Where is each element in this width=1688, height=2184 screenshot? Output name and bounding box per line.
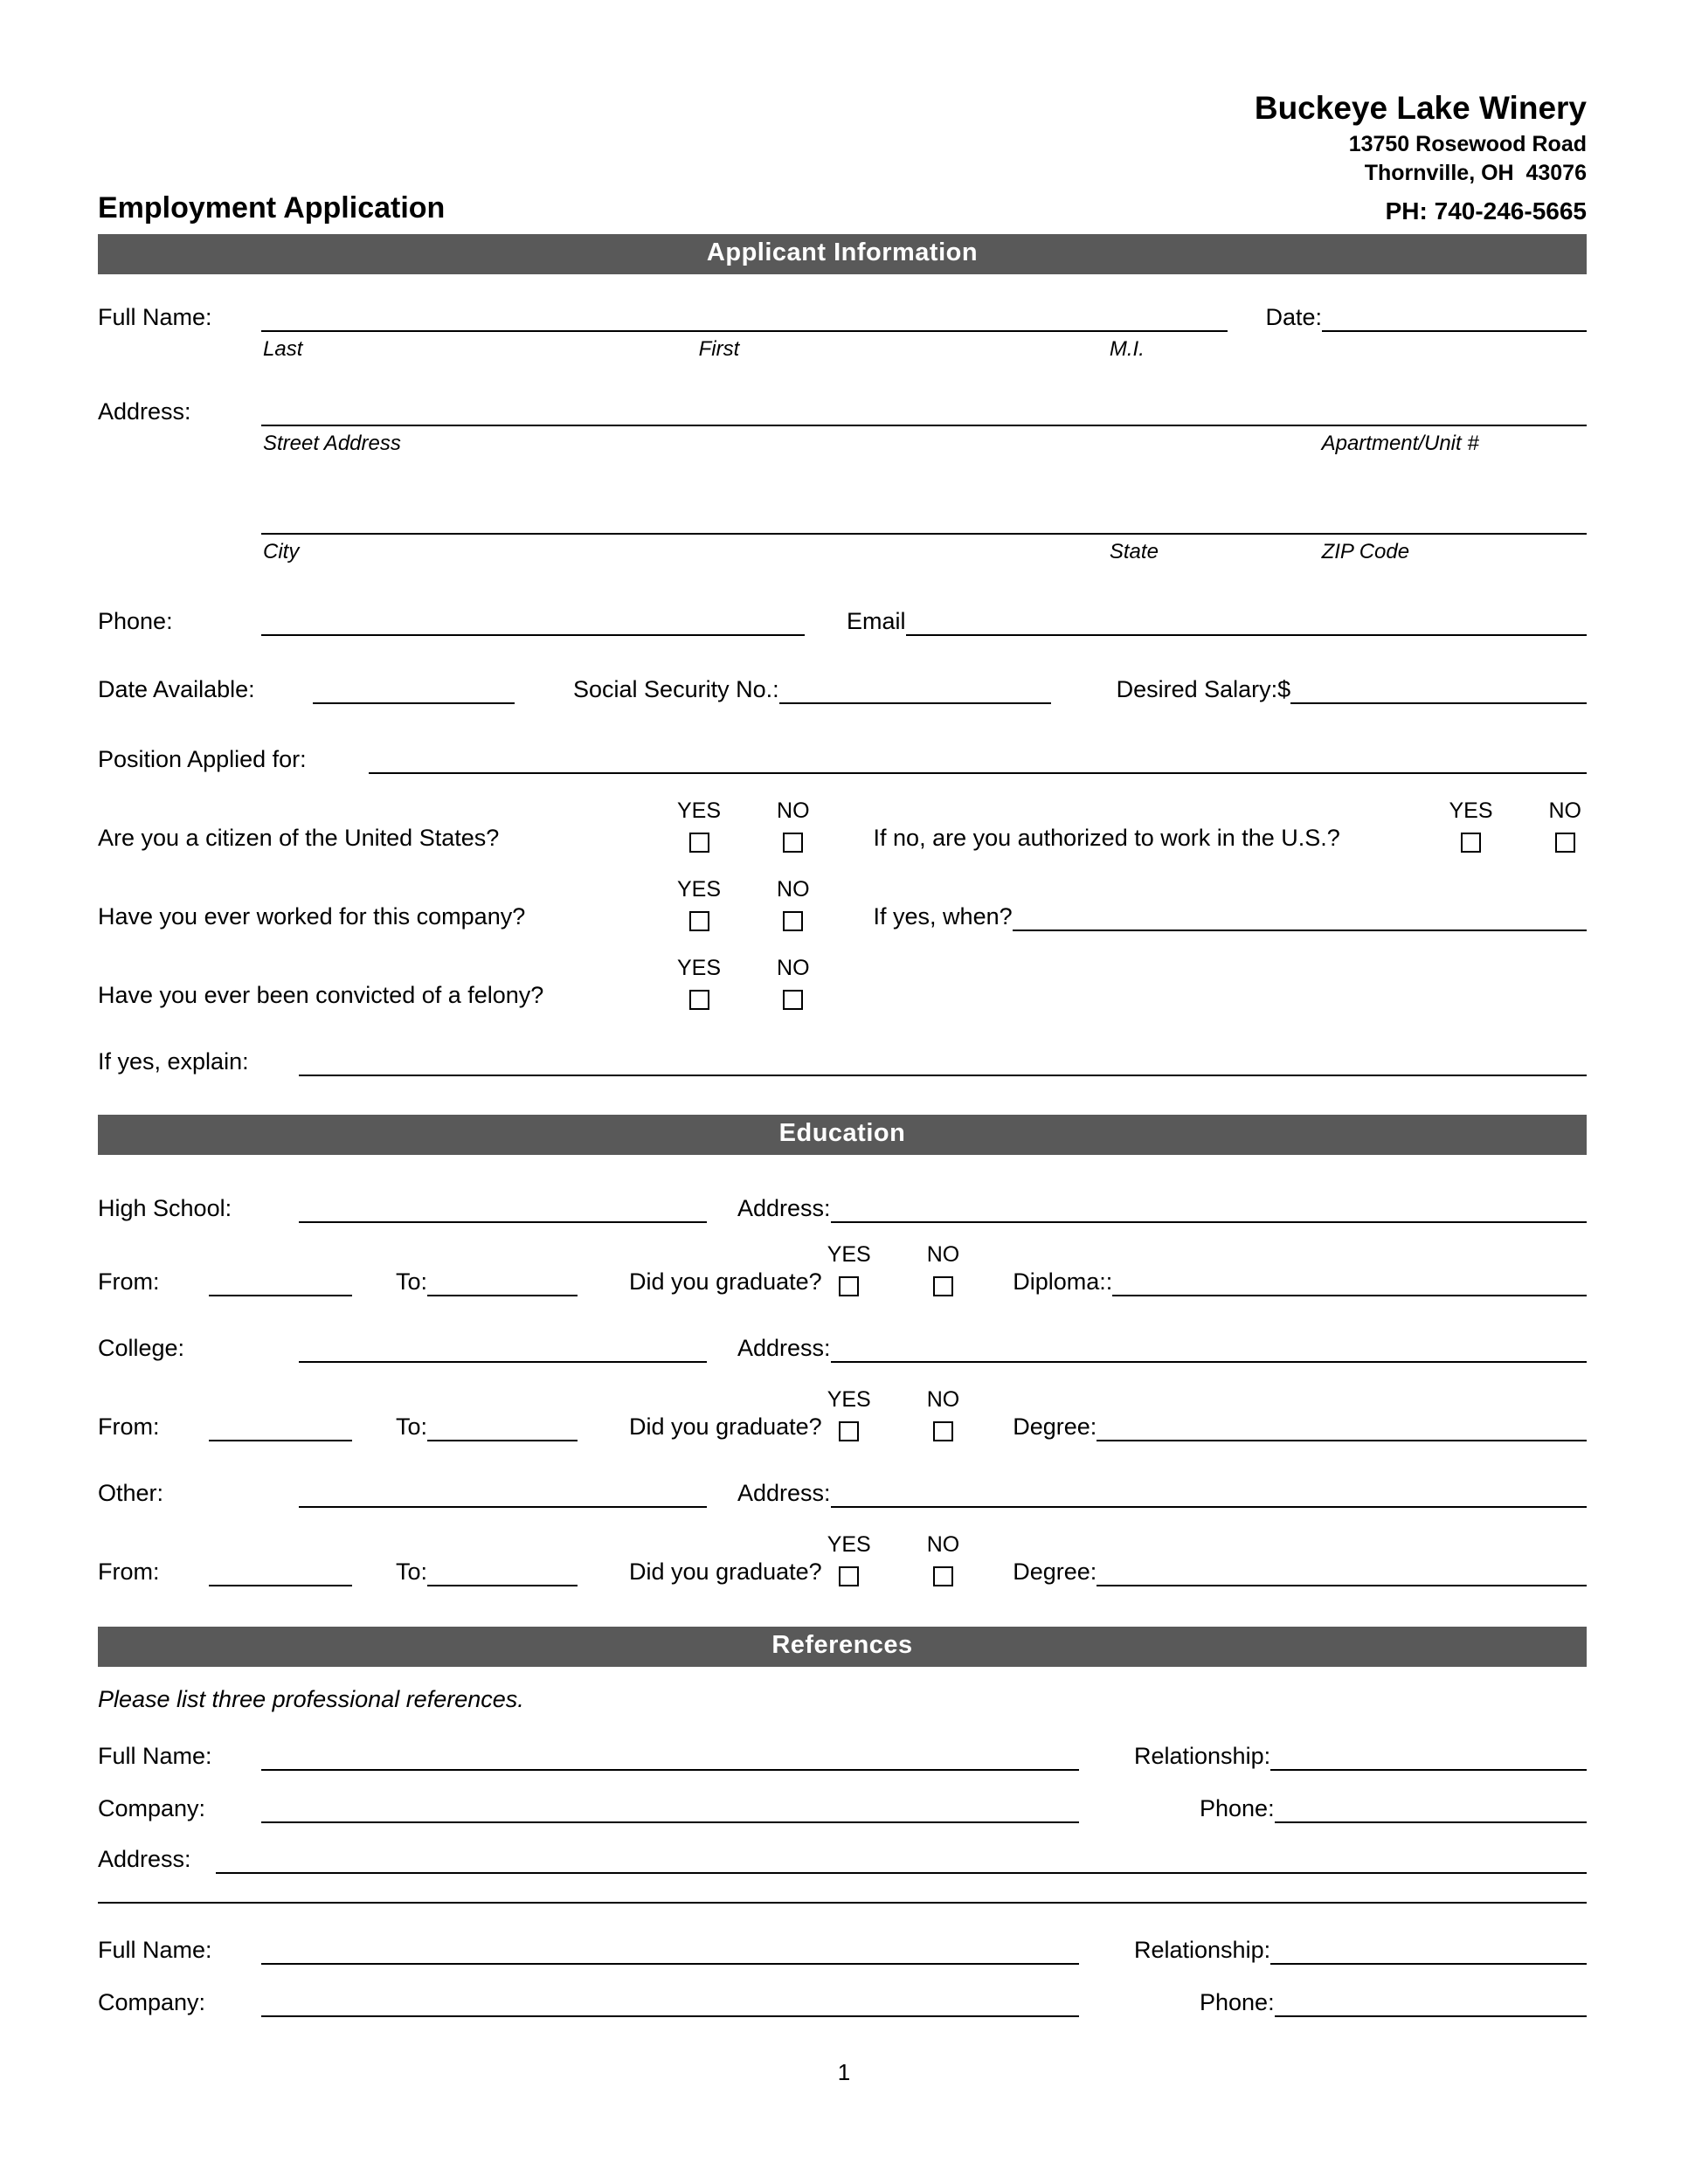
citizen-no-checkbox[interactable] <box>783 833 803 853</box>
reference-1-address-row-2 <box>98 1891 1587 1904</box>
date-input[interactable] <box>1322 301 1587 332</box>
reference-phone-label: Phone: <box>1200 1795 1275 1822</box>
reference-2-company-row <box>98 1986 1587 2017</box>
college-dates-row <box>98 1386 1587 1441</box>
street-address-hints <box>261 432 1587 458</box>
high-school-to-input[interactable] <box>427 1265 578 1296</box>
phone-label: Phone: <box>98 608 173 635</box>
other-name-input[interactable] <box>299 1476 707 1508</box>
hint-city: City <box>263 539 300 563</box>
full-name-hints <box>261 337 1587 363</box>
reference-phone-label: Phone: <box>1200 1989 1275 2016</box>
college-graduate-yes-column <box>827 1386 871 1441</box>
reference-company-label: Company: <box>98 1989 206 2016</box>
reference-2-company-input[interactable] <box>261 1986 1079 2017</box>
felony-question-row <box>98 957 1587 1010</box>
high-school-row <box>98 1192 1587 1223</box>
worked-question-row <box>98 876 1587 931</box>
high-school-dates-row <box>98 1241 1587 1296</box>
other-graduate-no-column <box>926 1531 960 1586</box>
reference-2-phone-input[interactable] <box>1275 1986 1587 2017</box>
yes-label: YES <box>677 798 722 823</box>
felony-question-label: Have you ever been convicted of a felony? <box>98 982 544 1009</box>
ssn-label: Social Security No.: <box>573 676 779 703</box>
reference-1-address-input[interactable] <box>216 1842 1587 1874</box>
worked-no-checkbox[interactable] <box>783 911 803 931</box>
college-degree-label: Degree: <box>1013 1413 1097 1441</box>
email-label: Email <box>847 608 906 635</box>
desired-salary-label: Desired Salary:$ <box>1116 676 1291 703</box>
diploma-input[interactable] <box>1112 1265 1587 1296</box>
worked-question-label: Have you ever worked for this company? <box>98 903 526 930</box>
education-address-label: Address: <box>737 1480 831 1507</box>
high-school-graduate-yes-column <box>827 1241 871 1296</box>
authorized-no-column <box>1549 800 1582 853</box>
position-label: Position Applied for: <box>98 746 307 773</box>
explain-input[interactable] <box>299 1045 1587 1076</box>
form-title: Employment Application <box>98 190 446 225</box>
street-address-row <box>98 395 1587 426</box>
section-header-applicant-information: Applicant Information <box>98 234 1587 274</box>
authorized-yes-column <box>1449 800 1492 853</box>
street-address-input[interactable] <box>261 395 1587 426</box>
college-graduate-yes-checkbox[interactable] <box>839 1421 859 1441</box>
full-name-label: Full Name: <box>98 304 212 331</box>
felony-yes-column <box>677 957 721 1010</box>
city-state-zip-row <box>98 503 1587 535</box>
felony-no-checkbox[interactable] <box>783 990 803 1010</box>
reference-1-address-row <box>98 1842 1587 1874</box>
no-label: NO <box>777 798 810 823</box>
hint-state: State <box>1109 539 1159 563</box>
yes-label: YES <box>677 955 722 980</box>
college-graduate-no-checkbox[interactable] <box>933 1421 953 1441</box>
reference-relationship-label: Relationship: <box>1134 1743 1271 1770</box>
citizen-question-label: Are you a citizen of the United States? <box>98 825 500 852</box>
high-school-graduate-no-checkbox[interactable] <box>933 1276 953 1296</box>
hint-apartment-unit: Apartment/Unit # <box>1321 431 1479 455</box>
reference-1-full-name-input[interactable] <box>261 1739 1079 1771</box>
authorized-yes-checkbox[interactable] <box>1461 833 1481 853</box>
section-header-references: References <box>98 1627 1587 1667</box>
college-graduate-group <box>827 1386 960 1441</box>
company-name: Buckeye Lake Winery <box>1254 90 1587 126</box>
education-address-label: Address: <box>737 1195 831 1222</box>
high-school-graduate-yes-checkbox[interactable] <box>839 1276 859 1296</box>
reference-2-relationship-input[interactable] <box>1270 1933 1587 1965</box>
when-label: If yes, when? <box>873 903 1013 930</box>
date-available-label: Date Available: <box>98 676 255 703</box>
yes-label: YES <box>827 1386 871 1412</box>
other-graduate-no-checkbox[interactable] <box>933 1566 953 1586</box>
worked-yes-checkbox[interactable] <box>689 911 709 931</box>
ssn-input[interactable] <box>779 673 1051 704</box>
citizen-question-row <box>98 800 1587 853</box>
company-block <box>98 87 1587 188</box>
hint-street-address: Street Address <box>263 431 401 455</box>
availability-row <box>98 673 1587 704</box>
reference-1-company-input[interactable] <box>261 1792 1079 1823</box>
date-available-input[interactable] <box>313 673 515 704</box>
position-input[interactable] <box>369 743 1587 774</box>
college-address-input[interactable] <box>831 1331 1587 1363</box>
citizen-yes-checkbox[interactable] <box>689 833 709 853</box>
company-phone: PH: 740-246-5665 <box>1385 197 1587 225</box>
title-row <box>98 191 1587 225</box>
date-label: Date: <box>1265 304 1322 331</box>
other-from-input[interactable] <box>209 1555 352 1586</box>
hint-first: First <box>698 336 740 361</box>
other-address-input[interactable] <box>831 1476 1587 1508</box>
college-from-input[interactable] <box>209 1410 352 1441</box>
no-label: NO <box>777 876 810 902</box>
worked-yes-no-group <box>677 876 810 931</box>
authorized-question-label: If no, are you authorized to work in the U.S.? <box>873 825 1340 852</box>
college-label: College: <box>98 1335 185 1362</box>
yes-label: YES <box>1449 798 1493 823</box>
graduate-label: Did you graduate? <box>629 1268 822 1296</box>
no-label: NO <box>1548 798 1581 823</box>
hint-mi: M.I. <box>1109 336 1145 361</box>
references-intro: Please list three professional references. <box>98 1685 524 1712</box>
college-to-input[interactable] <box>427 1410 578 1441</box>
high-school-graduate-no-column <box>926 1241 960 1296</box>
from-label: From: <box>98 1413 160 1441</box>
authorized-yes-no-group <box>1449 800 1581 853</box>
section-header-education: Education <box>98 1115 1587 1155</box>
page-number: 1 <box>837 2059 851 2085</box>
position-row <box>98 743 1587 774</box>
when-input[interactable] <box>1013 900 1587 931</box>
no-label: NO <box>926 1531 960 1557</box>
reference-1-name-row <box>98 1739 1587 1771</box>
reference-company-label: Company: <box>98 1795 206 1822</box>
reference-1-address-input-line2[interactable] <box>98 1891 1587 1904</box>
no-label: NO <box>926 1241 960 1267</box>
college-degree-input[interactable] <box>1097 1410 1587 1441</box>
to-label: To: <box>396 1268 428 1296</box>
felony-no-column <box>777 957 810 1010</box>
phone-email-row <box>98 605 1587 636</box>
citizen-yes-no-group <box>677 800 810 853</box>
other-to-input[interactable] <box>427 1555 578 1586</box>
to-label: To: <box>396 1413 428 1441</box>
explain-label: If yes, explain: <box>98 1048 249 1075</box>
hint-zip-code: ZIP Code <box>1321 539 1410 563</box>
reference-1-phone-input[interactable] <box>1275 1792 1587 1823</box>
full-name-row <box>98 301 1587 332</box>
hint-last: Last <box>263 336 303 361</box>
page-header <box>98 87 1587 225</box>
other-graduate-group <box>827 1531 960 1586</box>
reference-2-name-row <box>98 1933 1587 1965</box>
other-label: Other: <box>98 1480 164 1507</box>
other-dates-row <box>98 1531 1587 1586</box>
address-label: Address: <box>98 398 191 425</box>
to-label: To: <box>396 1559 428 1586</box>
other-degree-label: Degree: <box>1013 1559 1097 1586</box>
high-school-label: High School: <box>98 1195 232 1222</box>
reference-full-name-label: Full Name: <box>98 1743 212 1770</box>
reference-full-name-label: Full Name: <box>98 1937 212 1964</box>
high-school-name-input[interactable] <box>299 1192 707 1223</box>
reference-1-relationship-input[interactable] <box>1270 1739 1587 1771</box>
from-label: From: <box>98 1268 160 1296</box>
college-graduate-no-column <box>926 1386 960 1441</box>
yes-label: YES <box>677 876 722 902</box>
citizen-yes-column <box>677 800 721 853</box>
from-label: From: <box>98 1559 160 1586</box>
company-address-line1: 13750 Rosewood Road <box>1348 131 1587 156</box>
desired-salary-input[interactable] <box>1290 673 1587 704</box>
other-graduate-yes-checkbox[interactable] <box>839 1566 859 1586</box>
authorized-no-checkbox[interactable] <box>1555 833 1575 853</box>
worked-yes-column <box>677 876 722 931</box>
email-input[interactable] <box>906 605 1587 636</box>
city-state-zip-input[interactable] <box>261 503 1587 535</box>
reference-1-company-row <box>98 1792 1587 1823</box>
yes-label: YES <box>827 1531 871 1557</box>
education-address-label: Address: <box>737 1335 831 1362</box>
high-school-graduate-group <box>827 1241 960 1296</box>
reference-2-full-name-input[interactable] <box>261 1933 1079 1965</box>
citizen-no-column <box>777 800 810 853</box>
no-label: NO <box>777 955 810 980</box>
other-graduate-yes-column <box>827 1531 871 1586</box>
diploma-label: Diploma:: <box>1013 1268 1113 1296</box>
other-degree-input[interactable] <box>1097 1555 1587 1586</box>
felony-yes-no-group <box>677 957 810 1010</box>
reference-relationship-label: Relationship: <box>1134 1937 1271 1964</box>
college-row <box>98 1331 1587 1363</box>
high-school-address-input[interactable] <box>831 1192 1587 1223</box>
company-address-line2: Thornville, OH 43076 <box>1364 160 1587 185</box>
felony-yes-checkbox[interactable] <box>689 990 709 1010</box>
college-name-input[interactable] <box>299 1331 707 1363</box>
reference-address-label: Address: <box>98 1846 191 1873</box>
worked-no-column <box>777 876 810 931</box>
yes-label: YES <box>827 1241 871 1267</box>
no-label: NO <box>926 1386 960 1412</box>
high-school-from-input[interactable] <box>209 1265 352 1296</box>
full-name-input[interactable] <box>261 301 1228 332</box>
city-state-zip-hints <box>261 540 1587 566</box>
graduate-label: Did you graduate? <box>629 1559 822 1586</box>
other-school-row <box>98 1476 1587 1508</box>
graduate-label: Did you graduate? <box>629 1413 822 1441</box>
phone-input[interactable] <box>261 605 805 636</box>
explain-row <box>98 1045 1587 1076</box>
